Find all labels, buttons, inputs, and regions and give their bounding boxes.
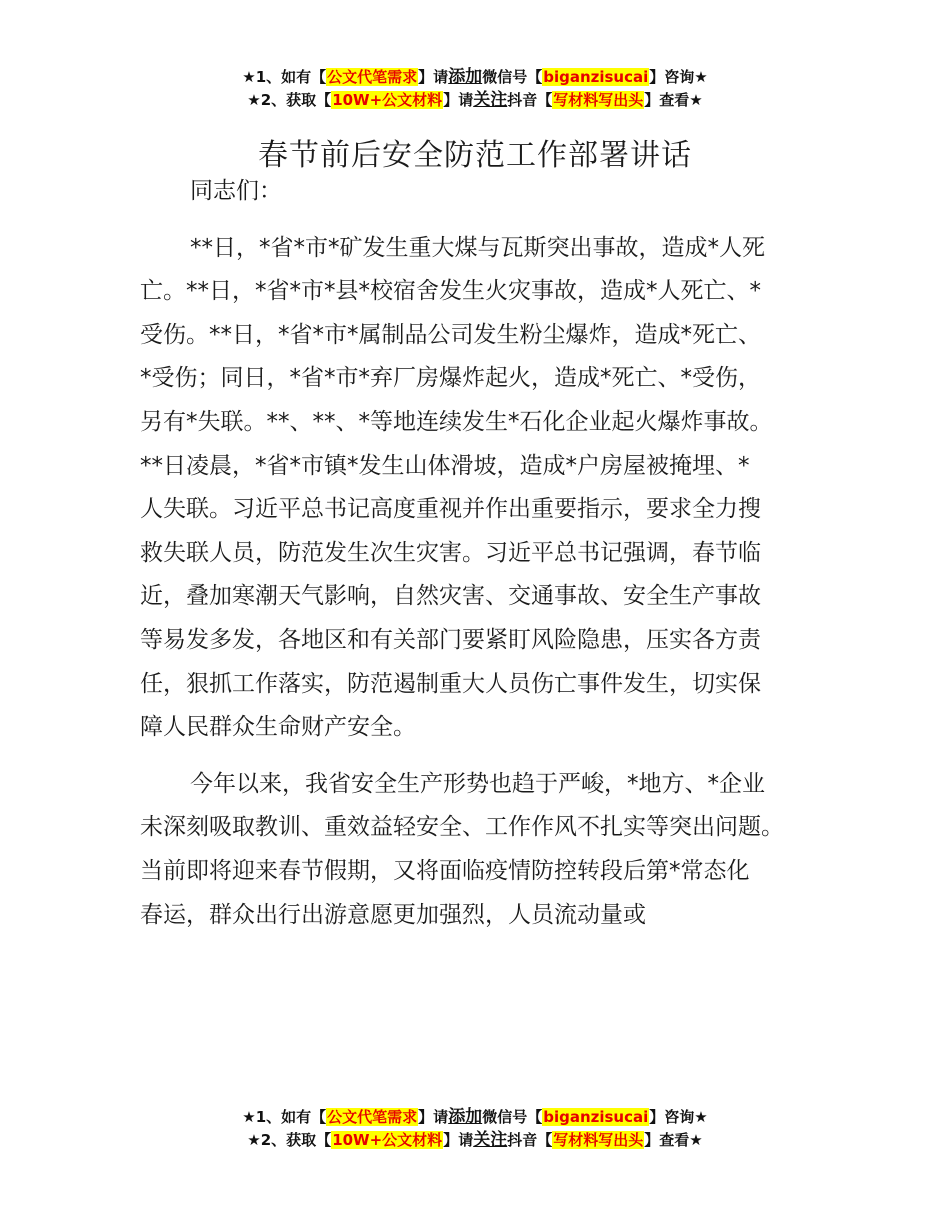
promo-highlight-douyin: 写材料写出头: [553, 91, 644, 109]
promo-text: 】请: [443, 1131, 474, 1149]
promo-text: ★1、如有【: [242, 1108, 327, 1126]
promo-highlight-service: 公文代笔需求: [327, 1108, 418, 1126]
paragraph-line: 障人民群众生命财产安全。: [140, 714, 416, 741]
paragraph-line: **日凌晨，*省*市镇*发生山体滑坡，造成*户房屋被掩埋、*: [140, 452, 750, 479]
promo-text-underlined: 关注: [473, 1130, 508, 1150]
paragraph-line: **日，*省*市*矿发生重大煤与瓦斯突出事故，造成*人死: [190, 234, 765, 261]
paragraph-line: 春运，群众出行出游意愿更加强烈，人员流动量或: [140, 901, 646, 928]
promo-highlight-materials: 10W+公文材料: [332, 1131, 443, 1149]
promo-text-underlined: 添加: [448, 67, 483, 87]
footer-promo: [0, 1106, 950, 1152]
promo-line-2: [0, 89, 950, 112]
promo-text: 】查看★: [644, 1131, 703, 1149]
promo-highlight-wechat: biganzisucai: [543, 1108, 649, 1126]
promo-line-1: [0, 66, 950, 89]
promo-text: 】查看★: [644, 91, 703, 109]
promo-text: ★2、获取【: [247, 1131, 332, 1149]
promo-highlight-douyin: 写材料写出头: [553, 1131, 644, 1149]
paragraph-2: [140, 763, 830, 937]
promo-text: ★2、获取【: [247, 91, 332, 109]
promo-text: 抖音【: [507, 91, 553, 109]
promo-line-2: [0, 1129, 950, 1152]
promo-text: 】请: [443, 91, 474, 109]
paragraph-line: 等易发多发，各地区和有关部门要紧盯风险隐患，压实各方责: [140, 626, 761, 653]
paragraph-line: *受伤；同日，*省*市*弃厂房爆炸起火，造成*死亡、*受伤，: [140, 365, 761, 392]
paragraph-line: 人失联。习近平总书记高度重视并作出重要指示，要求全力搜: [140, 496, 761, 523]
promo-text: ★1、如有【: [242, 68, 327, 86]
promo-text: 】咨询★: [649, 68, 708, 86]
promo-line-1: [0, 1106, 950, 1129]
promo-highlight-wechat: biganzisucai: [543, 68, 649, 86]
promo-text: 抖音【: [507, 1131, 553, 1149]
promo-text-underlined: 关注: [473, 90, 508, 110]
promo-text: 微信号【: [482, 68, 543, 86]
promo-text: 微信号【: [482, 1108, 543, 1126]
promo-text: 】请: [418, 1108, 449, 1126]
paragraph-line: 近，叠加寒潮天气影响，自然灾害、交通事故、安全生产事故: [140, 583, 761, 610]
header-promo: [0, 66, 950, 112]
paragraph-line: 受伤。**日，*省*市*属制品公司发生粉尘爆炸，造成*死亡、: [140, 321, 761, 348]
paragraph-line: 未深刻吸取教训、重效益轻安全、工作作风不扎实等突出问题。: [140, 814, 784, 841]
paragraph-line: 救失联人员，防范发生次生灾害。习近平总书记强调，春节临: [140, 539, 761, 566]
promo-highlight-service: 公文代笔需求: [327, 68, 418, 86]
paragraph-line: 任，狠抓工作落实，防范遏制重大人员伤亡事件发生，切实保: [140, 670, 761, 697]
paragraph-line: 今年以来，我省安全生产形势也趋于严峻，*地方、*企业: [190, 770, 765, 797]
promo-text-underlined: 添加: [448, 1107, 483, 1127]
paragraph-line: 另有*失联。**、**、*等地连续发生*石化企业起火爆炸事故。: [140, 408, 773, 435]
greeting: 同志们：: [190, 178, 282, 204]
paragraph-1: [140, 227, 830, 750]
document-title: 春节前后安全防范工作部署讲话: [258, 138, 692, 174]
document-body: [140, 170, 830, 937]
paragraph-line: 当前即将迎来春节假期，又将面临疫情防控转段后第*常态化: [140, 857, 750, 884]
promo-highlight-materials: 10W+公文材料: [332, 91, 443, 109]
promo-text: 】请: [418, 68, 449, 86]
promo-text: 】咨询★: [649, 1108, 708, 1126]
paragraph-line: 亡。**日，*省*市*县*校宿舍发生火灾事故，造成*人死亡、*: [140, 278, 761, 305]
